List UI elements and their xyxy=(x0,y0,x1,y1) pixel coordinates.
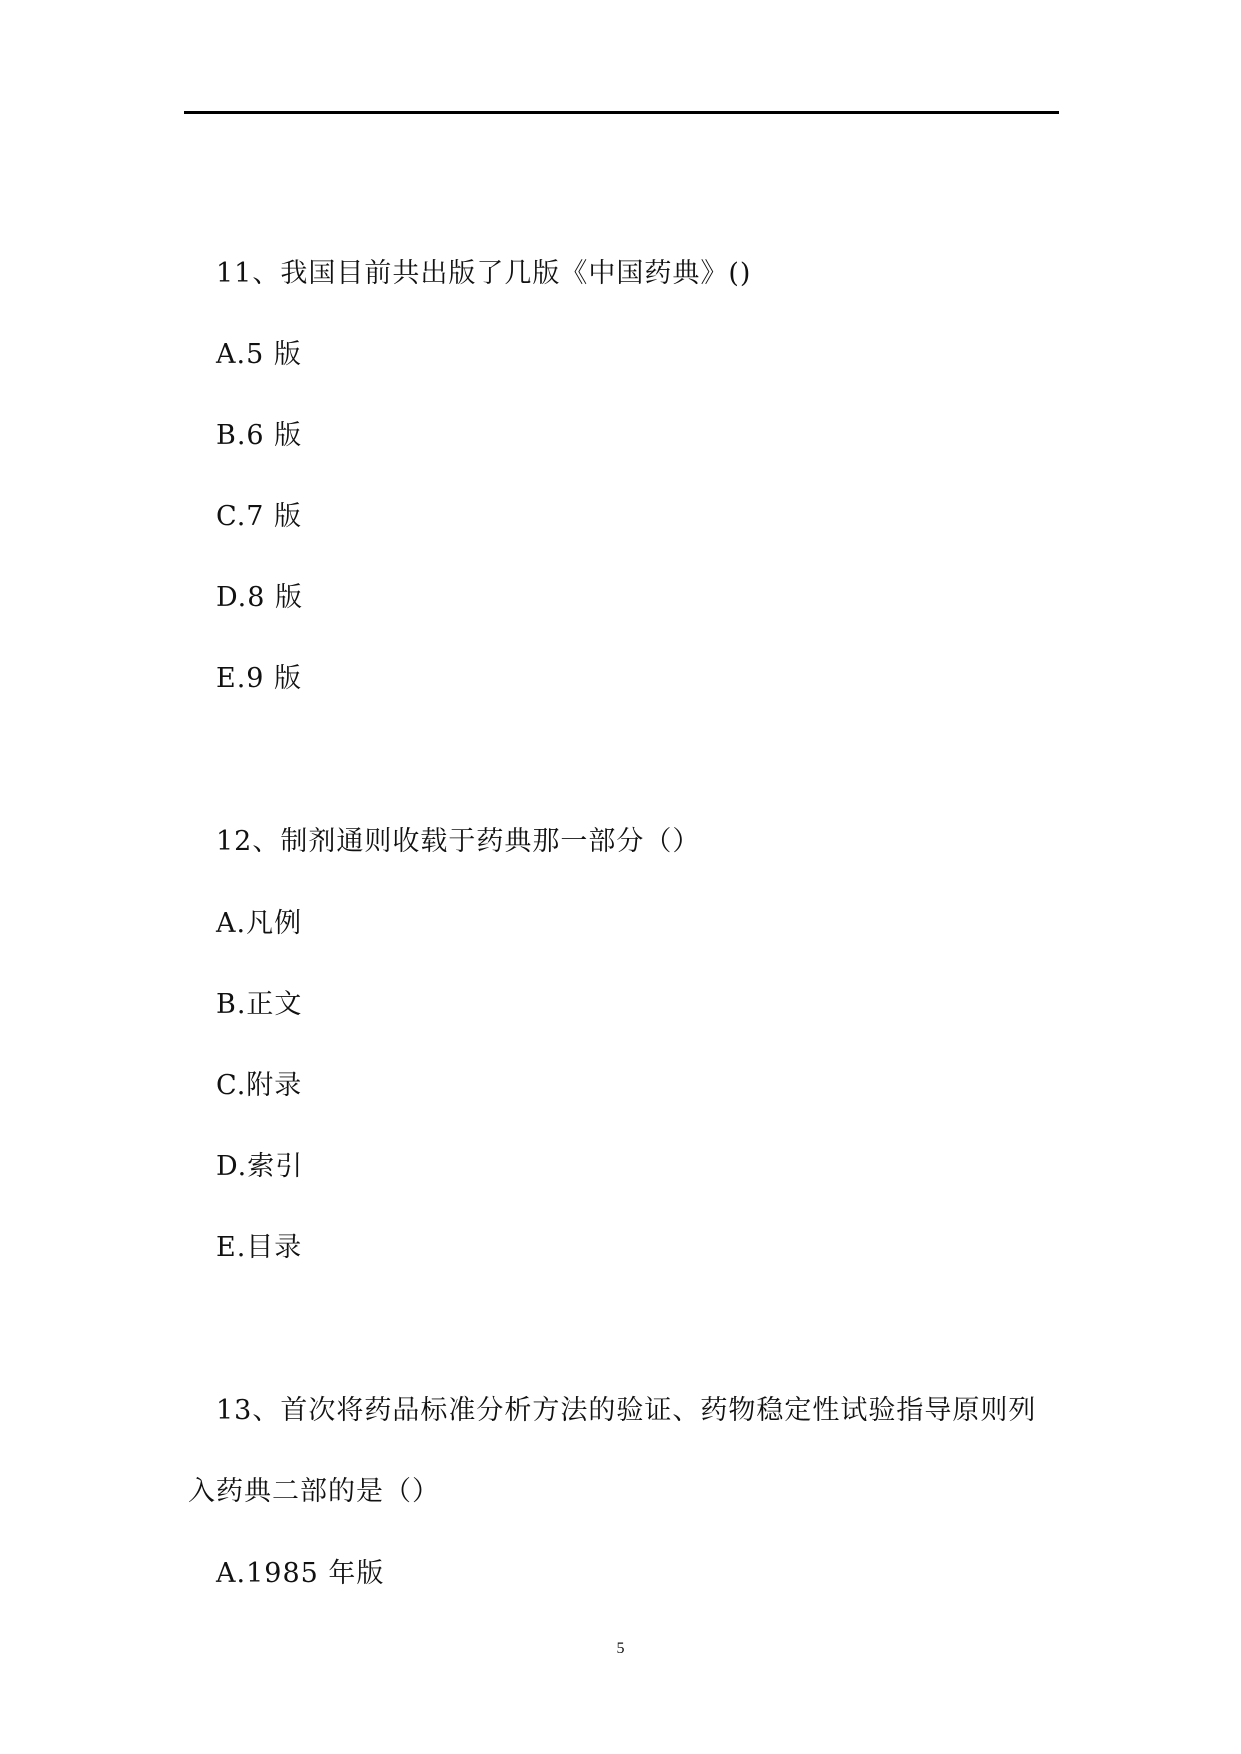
page-number: 5 xyxy=(616,1640,625,1657)
question-12-option-e: E.目录 xyxy=(216,1232,303,1263)
question-12-option-d: D.索引 xyxy=(216,1151,304,1182)
question-12-option-b: B.正文 xyxy=(216,989,303,1020)
question-12-title: 12、制剂通则收载于药典那一部分（） xyxy=(216,826,701,857)
question-13-option-a: A.1985 年版 xyxy=(216,1558,385,1589)
header-rule xyxy=(184,111,1059,114)
question-12-option-a: A.凡例 xyxy=(216,908,303,939)
question-11-title: 11、我国目前共出版了几版《中国药典》() xyxy=(216,258,752,289)
question-11-option-d: D.8 版 xyxy=(216,582,304,613)
question-11-option-c: C.7 版 xyxy=(216,501,303,532)
question-13-title-line-2: 入药典二部的是（） xyxy=(188,1476,440,1507)
question-11-option-e: E.9 版 xyxy=(216,663,303,694)
question-13-title-line-1: 13、首次将药品标准分析方法的验证、药物稳定性试验指导原则列 xyxy=(216,1395,1037,1426)
question-11-option-b: B.6 版 xyxy=(216,420,303,451)
question-11-option-a: A.5 版 xyxy=(216,339,302,370)
question-12-option-c: C.附录 xyxy=(216,1070,303,1101)
